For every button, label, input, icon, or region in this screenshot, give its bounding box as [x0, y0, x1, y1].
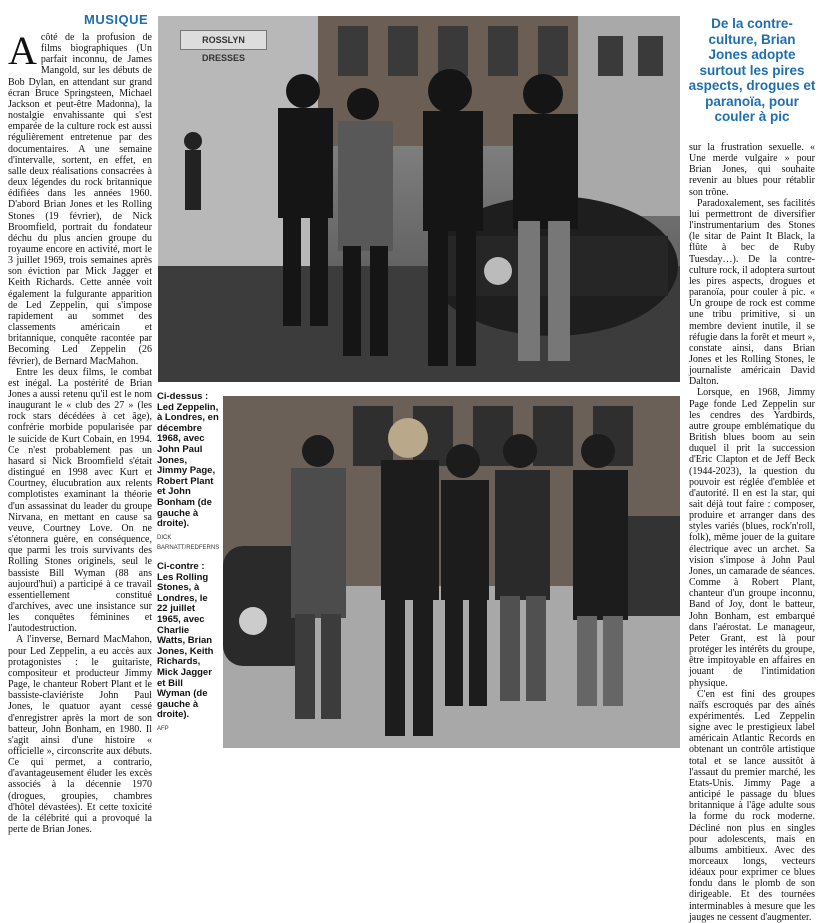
caption-led-zeppelin: [157, 392, 219, 554]
photo-rolling-stones: [223, 396, 680, 748]
section-label: MUSIQUE: [84, 12, 149, 27]
photo-credit: AFP: [157, 725, 169, 732]
paragraph: Lorsque, en 1968, Jimmy Page fonde Led Zeppelin sur les cendres des Yardbirds, autre groupe emblématique du British blues boom au sein duquel il prit la succession d'Eric Clapton et de Jeff Beck (1944-2023), la question du pouvoir est réglée d'emblée et d'autorité. Il en est la star, qui sait déjà tout faire : composer, produire et arranger dans des styles variés (blues, rock'n'roll, folk), même jouer de la guitare électrique avec un archet. Sa vision s'impose à John Paul Jones, un camarade de séances. Comme à Robert Plant, chanteur d'un groupe inconnu, Band of Joy, dont le batteur, John Bonham, est embarqué dans l'aérostat. Le manageur, Peter Grant, est là pour protéger les intérêts du groupe, être impitoyable en affaires en jouant de l'intimidation physique.: [689, 387, 815, 689]
paragraph: A l'inverse, Bernard MacMahon, pour Led Zeppelin, a eu accès aux protagonistes : le guitariste, compositeur et producteur Jimmy Page, le chanteur Robert Plant et le bassiste-claviériste John Paul Jones, le quatuor ayant cessé d'enregistrer après la mort de son batteur, John Bonham, en 1980. Il s'agit ainsi d'une histoire « officielle », circonscrite aux débuts. Ce qui permet, a contrario, d'avantageusement éluder les excès associés à la décennie 1970 (drogues, groupies, chambres d'hôtel dévastées). Et cette toxicité de la célébrité qui a provoqué la perte de Brian Jones.: [8, 634, 152, 836]
drop-cap: A: [8, 28, 37, 73]
paragraph: Entre les deux films, le combat est inégal. La postérité de Brian Jones a aussi retenu qu'il est le nom inaugurant le « club des 27 » (les rock stars décédées à cet âge), confrérie morbide popularisée par le suicide de Kurt Cobain, en 1994. Ce n'est probablement pas un hasard si Nick Broomfield s'était distingué en 1998 avec Kurt et Courtney, élucubration aux relents complotistes examinant la théorie d'un assassinat du leader du groupe Nirvana, en mettant en cause sa veuve, Courtney Love. On ne s'étonnera guère, en conséquence, que parmi les trois survivants des Rolling Stones originels, seul le bassiste Bill Wyman (88 ans aujourd'hui) a participé à ce travail essentiellement constitué d'archives, avec une insistance sur les conquêtes féminines et l'autodestruction.: [8, 366, 152, 635]
paragraph: sur la frustration sexuelle. « Une merde vulgaire » pour Brian Jones, qui souhaite revenir au blues pour rétablir son trône.: [689, 142, 815, 198]
caption-text: Ci-contre : Les Rolling Stones, à Londres, le 22 juillet 1965, avec Charlie Watts, Brian Jones, Keith Richards, Mick Jagger et Bill Wyman (de gauche à droite).: [157, 561, 214, 721]
paragraph: C'en est fini des groupes naïfs escroqués par des aînés expérimentés. Led Zeppelin signe avec le prestigieux label américain Atlantic Records en obtenant un contrôle artistique total et se lance aussitôt à l'assaut du premier marché, les Etats-Unis. Jimmy Page a anticipé le passage du blues britannique à l'âge adulte sous la forme du rock moderne. Décliné non plus en singles pour adolescents, mais en albums ambitieux. Avec des morceaux longs, vecteurs idéaux pour exprimer ce blues fondu dans le plomb de son dirigeable. Et des tournées interminables à mesure que les jauges ne cessent d'augmenter.: [689, 688, 815, 923]
pull-quote: De la contre-culture, Brian Jones adopte surtout les pires aspects, drogues et paranoïa, pour couler à pic: [688, 16, 816, 124]
storefront-sign: ROSSLYN DRESSES: [180, 30, 267, 50]
article-column-1: [8, 28, 152, 836]
paragraph: côté de la profusion de films biographiques (Un parfait inconnu, de James Mangold, sur les débuts de Bob Dylan, en attendant sur grand écran Bruce Springsteen, Michael Jackson et peut-être Madonna), la nostalgie envahissante qui s'est emparée de la culture rock est aussi régulièrement entretenue par des documentaires. A une semaine d'intervalle, sortent, en effet, en salle deux réalisations consacrées à deux légendes du rock britannique édifiées dans les années 1960. D'abord Brian Jones et les Rolling Stones (19 février), de Nick Broomfield, portrait du fondateur déchu du plus ancien groupe du royaume encore en activité, mort le 3 juillet 1969, trois semaines après son éviction par Mick Jagger et Keith Richards. Cette année voit également la fulgurante apparition de Led Zeppelin, qui s'impose rapidement au sommet des classements américain et britannique, conquête racontée par Becoming Led Zeppelin (26 février), de Bernard MacMahon.: [8, 32, 152, 367]
caption-rolling-stones: [157, 562, 219, 735]
rolling-stones-photo-image: [223, 396, 680, 748]
caption-text: Ci-dessus : Led Zeppelin, à Londres, en décembre 1968, avec John Paul Jones, Jimmy Page, Robert Plant et John Bonham (de gauche à droite).: [157, 391, 219, 530]
paragraph: Paradoxalement, ses facilités lui permettront de diversifier l'instrumentarium des Stones (le sitar de Paint It Black, la flûte à bec de Ruby Tuesday…). De la contre-culture rock, il adoptera surtout les pires aspects, drogues et paranoïa, pour couler à pic. « Un groupe de rock est comme une tribu primitive, si un membre devient inutile, il se réfugie dans la forêt et meurt », constate ainsi, dans Brian Jones et les Rolling Stones, le journaliste américain David Dalton.: [689, 197, 815, 388]
led-zeppelin-photo-image: [158, 16, 680, 382]
photo-led-zeppelin: [158, 16, 680, 382]
photo-credit: DICK BARNATT/REDFERNS: [157, 534, 220, 552]
article-column-2: [689, 142, 815, 923]
